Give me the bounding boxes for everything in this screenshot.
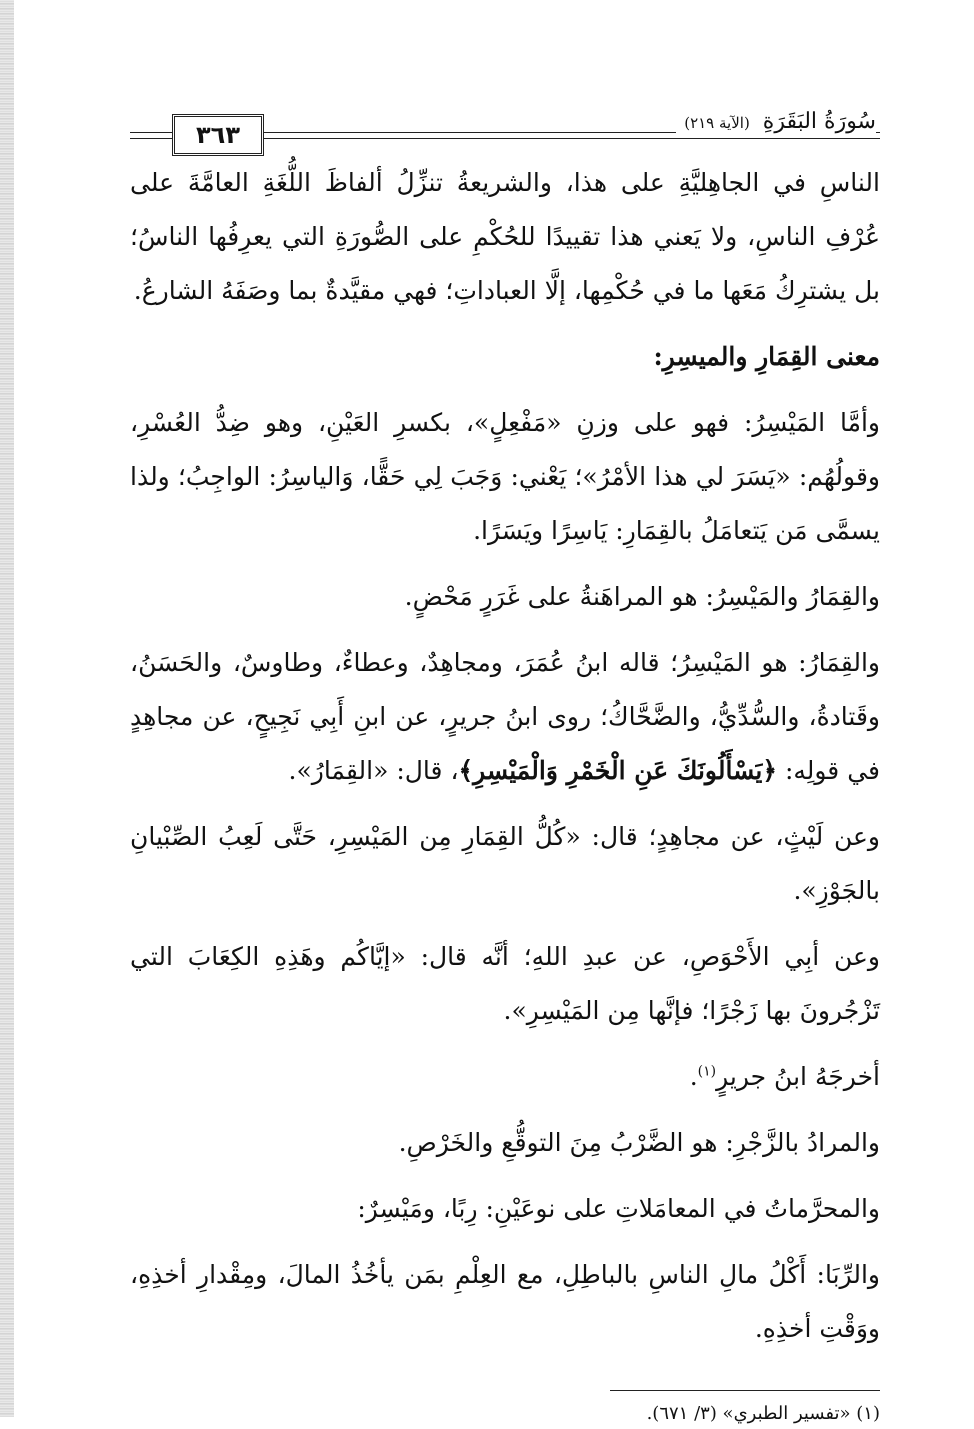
paragraph: والرِّبَا: أَكْلُ مالِ الناسِ بالباطِلِ، مع العِلْمِ بمَن يأخُذُ المالَ، ومِقْدارِ أخذِهِ، ووَقْتِ أخذِهِ. — [130, 1260, 880, 1343]
paragraph: وأمَّا المَيْسِرُ: فهو على وزنِ «مَفْعِلٍ»، بكسرِ العَيْنِ، وهو ضِدُّ العُسْرِ، وقولُهُم: «يَسَرَ لي هذا الأمْرُ»؛ يَعْني: وَجَبَ لِي حَقًّا، وَالياسِرُ: الواجِبُ؛ ولذا يسمَّى مَن يَتعامَلُ بالقِمَارِ: يَاسِرًا ويَسَرًا. — [130, 408, 880, 545]
paragraph-text: أخرجَهُ ابنُ جريرٍ — [716, 1062, 880, 1091]
quran-verse: ﴿يَسْأَلُونَكَ عَنِ الْخَمْرِ وَالْمَيْسِرِ﴾ — [458, 756, 777, 785]
footnote-divider — [610, 1390, 880, 1391]
paragraph-text: والقِمَارُ: هو المَيْسِرُ؛ قاله ابنُ عُمَرَ، ومجاهِدٌ، وعطاءٌ، وطاوسٌ، والحَسَنُ، وقَتادةُ، والسُّدِّيُّ، والضَّحَّاكُ؛ روى ابنُ جريرٍ، عن ابنِ أَبِي نَجِيحٍ، عن مجاهِدٍ في قولِه: — [130, 648, 881, 785]
page-header — [130, 100, 880, 156]
paragraph-text: . — [689, 1062, 698, 1091]
main-text — [130, 156, 880, 1356]
paragraph: وعن لَيْثٍ، عن مجاهِدٍ؛ قال: «كُلُّ القِمَارِ مِن المَيْسِرِ، حَتَّى لَعِبُ الصِّبْيانِ بالجَوْزِ». — [130, 822, 880, 905]
paragraph: والمحرَّماتُ في المعامَلاتِ على نوعَيْنِ: رِبًا، ومَيْسِرٌ: — [357, 1194, 880, 1223]
running-title — [676, 108, 876, 137]
ayah-label: (الآية ٢١٩) — [684, 114, 750, 132]
book-page — [130, 100, 880, 1429]
paragraph-text: ، قال: «القِمَارُ». — [288, 756, 459, 785]
surah-title: سُورَةُ البَقَرَةِ — [762, 109, 876, 134]
paragraph — [130, 636, 880, 798]
section-heading: معنى القِمَارِ والميسِرِ: — [653, 342, 880, 371]
paragraph: وعن أبِي الأَحْوَصِ، عن عبدِ اللهِ؛ أنَّه قال: «إيَّاكُم وهَذِهِ الكِعَابَ التي تَزْجُرونَ بها زَجْرًا؛ فإنَّها مِن المَيْسِرِ». — [130, 942, 880, 1025]
paragraph: والمرادُ بالزَّجْرِ: هو الضَّرْبُ مِنَ التوقُّعِ والخَرْصِ. — [398, 1128, 880, 1157]
page-number: ٣٦٣ — [172, 114, 264, 156]
footnote-reference: (١) — [697, 1063, 717, 1080]
paragraph — [130, 1050, 880, 1104]
footnote: (١) «تفسير الطبري» (٣/ ٦٧١). — [646, 1403, 880, 1424]
paragraph: الناسِ في الجاهِليَّةِ على هذا، والشريعةُ تنزِّلُ ألفاظَ اللُّغَةِ العامَّةَ على عُرْفِ الناسِ، ولا يَعني هذا تقييدًا للحُكْمِ على الصُّورَةِ التي يعرِفُها الناسُ؛ بل يشترِكُ مَعَها ما في حُكْمِها، إلَّا العباداتِ؛ فهي مقيَّدةٌ بما وصَفَهُ الشارعُ. — [130, 168, 880, 305]
paragraph: والقِمَارُ والمَيْسِرُ: هو المراهَنةُ على غَرَرٍ مَحْضٍ. — [404, 582, 880, 611]
scan-edge — [0, 0, 14, 1417]
